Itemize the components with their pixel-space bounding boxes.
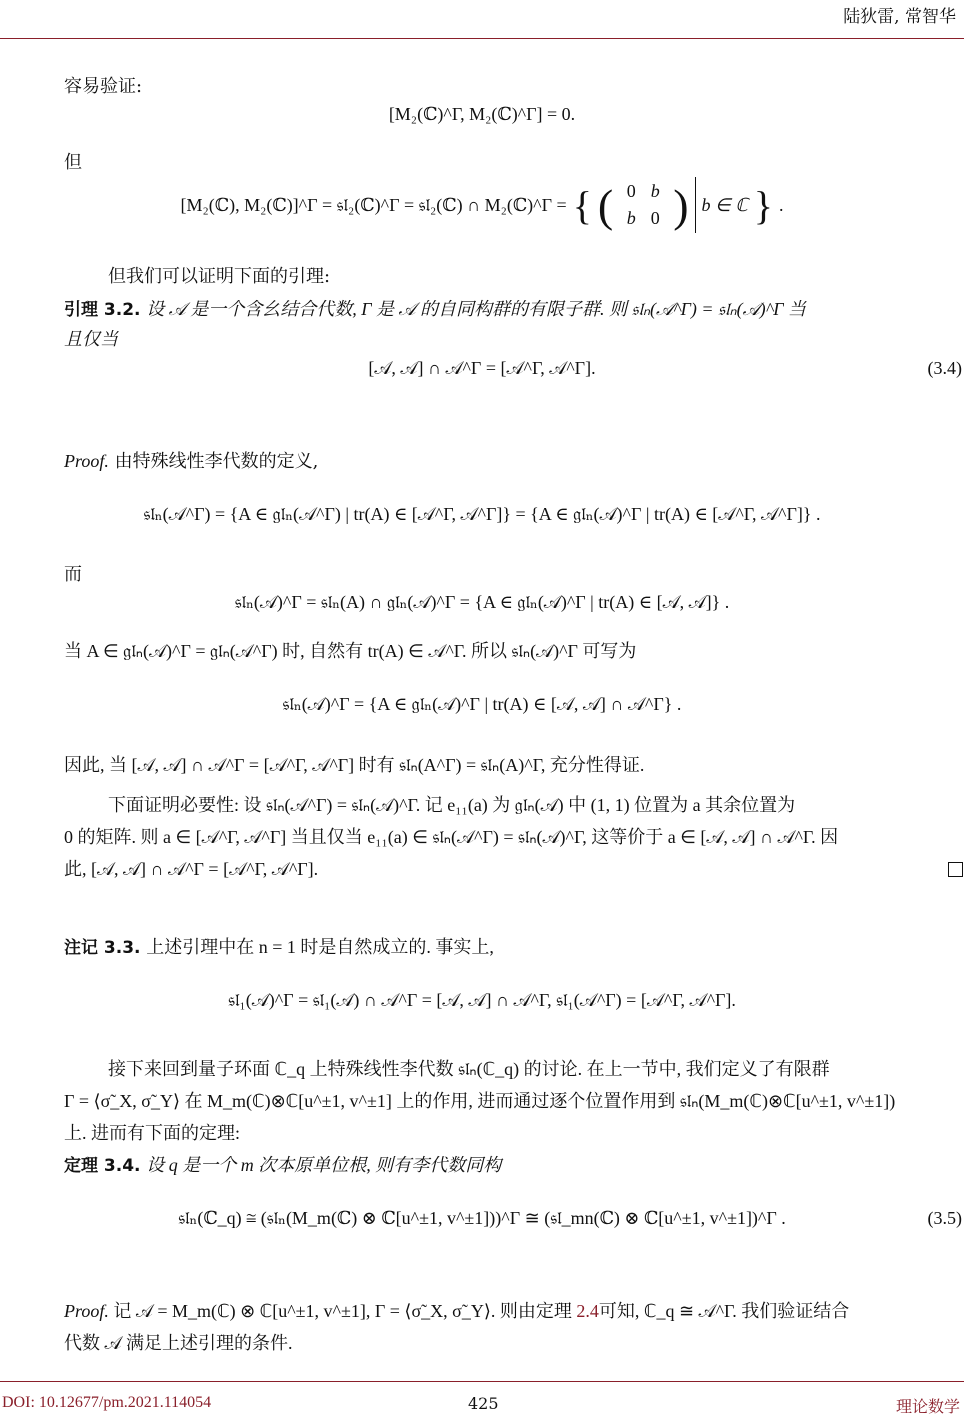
proof2-text-b: 可知, ℂ_q ≅ 𝒜^Γ. 我们验证结合 — [598, 1301, 850, 1321]
lemma-text: 设 𝒜 是一个含幺结合代数, Γ 是 𝒜 的自同构群的有限子群. 则 𝔰𝔩ₙ(𝒜^Γ) = 𝔰𝔩ₙ(𝒜)^Γ 当 — [146, 299, 806, 319]
remark-text: 上述引理中在 n = 1 时是自然成立的. 事实上, — [146, 937, 494, 957]
text-next-3: 上. 进而有下面的定理: — [64, 1123, 241, 1143]
header-authors: 陆狄雷, 常智华 — [843, 7, 956, 27]
lemma-label: 引理 3.2. — [64, 300, 141, 320]
proof-text: 由特殊线性李代数的定义, — [114, 451, 319, 472]
proof2-line1 — [64, 1296, 964, 1326]
text-when: 当 A ∈ 𝔤𝔩ₙ(𝒜)^Γ = 𝔤𝔩ₙ(𝒜^Γ) 时, 自然有 tr(A) ∈ 𝒜^Γ. 所以 𝔰𝔩ₙ(𝒜)^Γ 可写为 — [64, 641, 637, 661]
footer-page-number: 425 — [468, 1394, 499, 1413]
paren-close: ) — [673, 179, 689, 231]
proof-label: Proof. — [64, 451, 109, 471]
matrix-entry: b — [650, 181, 660, 201]
paren-open: ( — [597, 179, 614, 231]
remark-label: 注记 3.3. — [64, 938, 141, 958]
equation-2: [M₂(ℂ), M₂(ℂ)]^Γ = 𝔰𝔩₂(ℂ)^Γ = 𝔰𝔩₂(ℂ) ∩ M₂(ℂ)^Γ = { ( 0 b b 0 ) b ∈ ℂ } . — [0, 170, 964, 240]
text-and: 而 — [64, 564, 82, 585]
proof-line — [64, 446, 964, 477]
text-therefore: 因此, 当 [𝒜, 𝒜] ∩ 𝒜^Γ = [𝒜^Γ, 𝒜^Γ] 时有 𝔰𝔩ₙ(A^Γ) = 𝔰𝔩ₙ(A)^Γ, 充分性得证. — [64, 755, 645, 775]
qed-box — [948, 862, 963, 877]
equation-remark: 𝔰𝔩₁(𝒜)^Γ = 𝔰𝔩₁(𝒜) ∩ 𝒜^Γ = [𝒜, 𝒜] ∩ 𝒜^Γ, 𝔰𝔩₁(𝒜^Γ) = [𝒜^Γ, 𝒜^Γ]. — [228, 990, 736, 1010]
remark-line — [64, 932, 964, 963]
equation-2-condition: b ∈ ℂ — [701, 194, 748, 215]
lemma-line2: 且仅当 — [64, 329, 118, 349]
equation-2-left: [M₂(ℂ), M₂(ℂ)]^Γ = 𝔰𝔩₂(ℂ)^Γ = 𝔰𝔩₂(ℂ) ∩ M₂(ℂ)^Γ = — [180, 194, 567, 215]
text-necessity-1: 下面证明必要性: 设 𝔰𝔩ₙ(𝒜^Γ) = 𝔰𝔩ₙ(𝒜)^Γ. 记 e₁₁(a) 为 𝔤𝔩ₙ(𝒜) 中 (1, 1) 位置为 a 其余位置为 — [108, 795, 796, 815]
text-next-2: Γ = ⟨σ̃_X, σ̃_Y⟩ 在 M_m(ℂ)⊗ℂ[u^±1, v^±1] 上的作用, 进而通过逐个位置作用到 𝔰𝔩ₙ(M_m(ℂ)⊗ℂ[u^±1, v^±1]) — [64, 1091, 896, 1111]
text-necessity-2: 0 的矩阵. 则 a ∈ [𝒜^Γ, 𝒜^Γ] 当且仅当 e₁₁(a) ∈ 𝔰𝔩ₙ(𝒜^Γ) = 𝔰𝔩ₙ(𝒜)^Γ, 这等价于 a ∈ [𝒜, 𝒜] ∩ 𝒜^Γ. 因 — [64, 827, 839, 847]
equation-1: [M₂(ℂ)^Γ, M₂(ℂ)^Γ] = 0. — [388, 104, 576, 124]
matrix — [619, 181, 667, 229]
right-brace: } — [753, 182, 773, 228]
matrix-entry: 0 — [650, 208, 660, 228]
header-rule — [0, 38, 964, 39]
text-necessity-3: 此, [𝒜, 𝒜] ∩ 𝒜^Γ = [𝒜^Γ, 𝒜^Γ]. — [64, 859, 319, 879]
equation-sl: 𝔰𝔩ₙ(𝒜^Γ) = {A ∈ 𝔤𝔩ₙ(𝒜^Γ) | tr(A) ∈ [𝒜^Γ, 𝒜^Γ]} = {A ∈ 𝔤𝔩ₙ(𝒜)^Γ | tr(A) ∈ [𝒜^Γ, 𝒜^Γ]} . — [143, 504, 821, 524]
equation-sl2: 𝔰𝔩ₙ(𝒜)^Γ = 𝔰𝔩ₙ(A) ∩ 𝔤𝔩ₙ(𝒜)^Γ = {A ∈ 𝔤𝔩ₙ(𝒜)^Γ | tr(A) ∈ [𝒜, 𝒜]} . — [234, 592, 730, 612]
matrix-entry: b — [626, 208, 636, 228]
text-but-we: 但我们可以证明下面的引理: — [108, 266, 331, 287]
equation-sl3: 𝔰𝔩ₙ(𝒜)^Γ = {A ∈ 𝔤𝔩ₙ(𝒜)^Γ | tr(A) ∈ [𝒜, 𝒜] ∩ 𝒜^Γ} . — [282, 694, 682, 714]
footer-doi[interactable]: DOI: 10.12677/pm.2021.114054 — [2, 1394, 212, 1411]
matrix-entry: 0 — [626, 181, 636, 201]
proof2-label: Proof. — [64, 1301, 109, 1321]
theorem-ref-link[interactable]: 2.4 — [576, 1301, 599, 1321]
footer-rule — [0, 1381, 964, 1382]
equation-number-3-5: (3.5) — [927, 1208, 962, 1228]
theorem-text: 设 q 是一个 m 次本原单位根, 则有李代数同构 — [146, 1155, 502, 1175]
equation-number-3-4: (3.4) — [927, 358, 962, 378]
text-next-1: 接下来回到量子环面 ℂ_q 上特殊线性李代数 𝔰𝔩ₙ(ℂ_q) 的讨论. 在上一节中, 我们定义了有限群 — [108, 1059, 830, 1079]
theorem-label: 定理 3.4. — [64, 1156, 141, 1176]
theorem-line — [64, 1150, 964, 1181]
equation-3-4: [𝒜, 𝒜] ∩ 𝒜^Γ = [𝒜^Γ, 𝒜^Γ]. — [368, 358, 596, 378]
proof2-text-a: 记 𝒜 = M_m(ℂ) ⊗ ℂ[u^±1, v^±1], Γ = ⟨σ̃_X, σ̃_Y⟩. 则由定理 — [113, 1301, 577, 1321]
equation-3-5: 𝔰𝔩ₙ(ℂ_q) ≅ (𝔰𝔩ₙ(M_m(ℂ) ⊗ ℂ[u^±1, v^±1]))^Γ ≅ (𝔰𝔩_mn(ℂ) ⊗ ℂ[u^±1, v^±1])^Γ . — [178, 1208, 786, 1228]
left-brace: { — [572, 182, 592, 228]
footer-journal: 理论数学 — [895, 1397, 960, 1416]
proof2-line2: 代数 𝒜 满足上述引理的条件. — [64, 1333, 293, 1353]
text-easy-verify: 容易验证: — [64, 76, 143, 97]
text-but: 但 — [64, 152, 82, 173]
condition-bar — [695, 177, 696, 233]
lemma-line1 — [64, 294, 964, 325]
